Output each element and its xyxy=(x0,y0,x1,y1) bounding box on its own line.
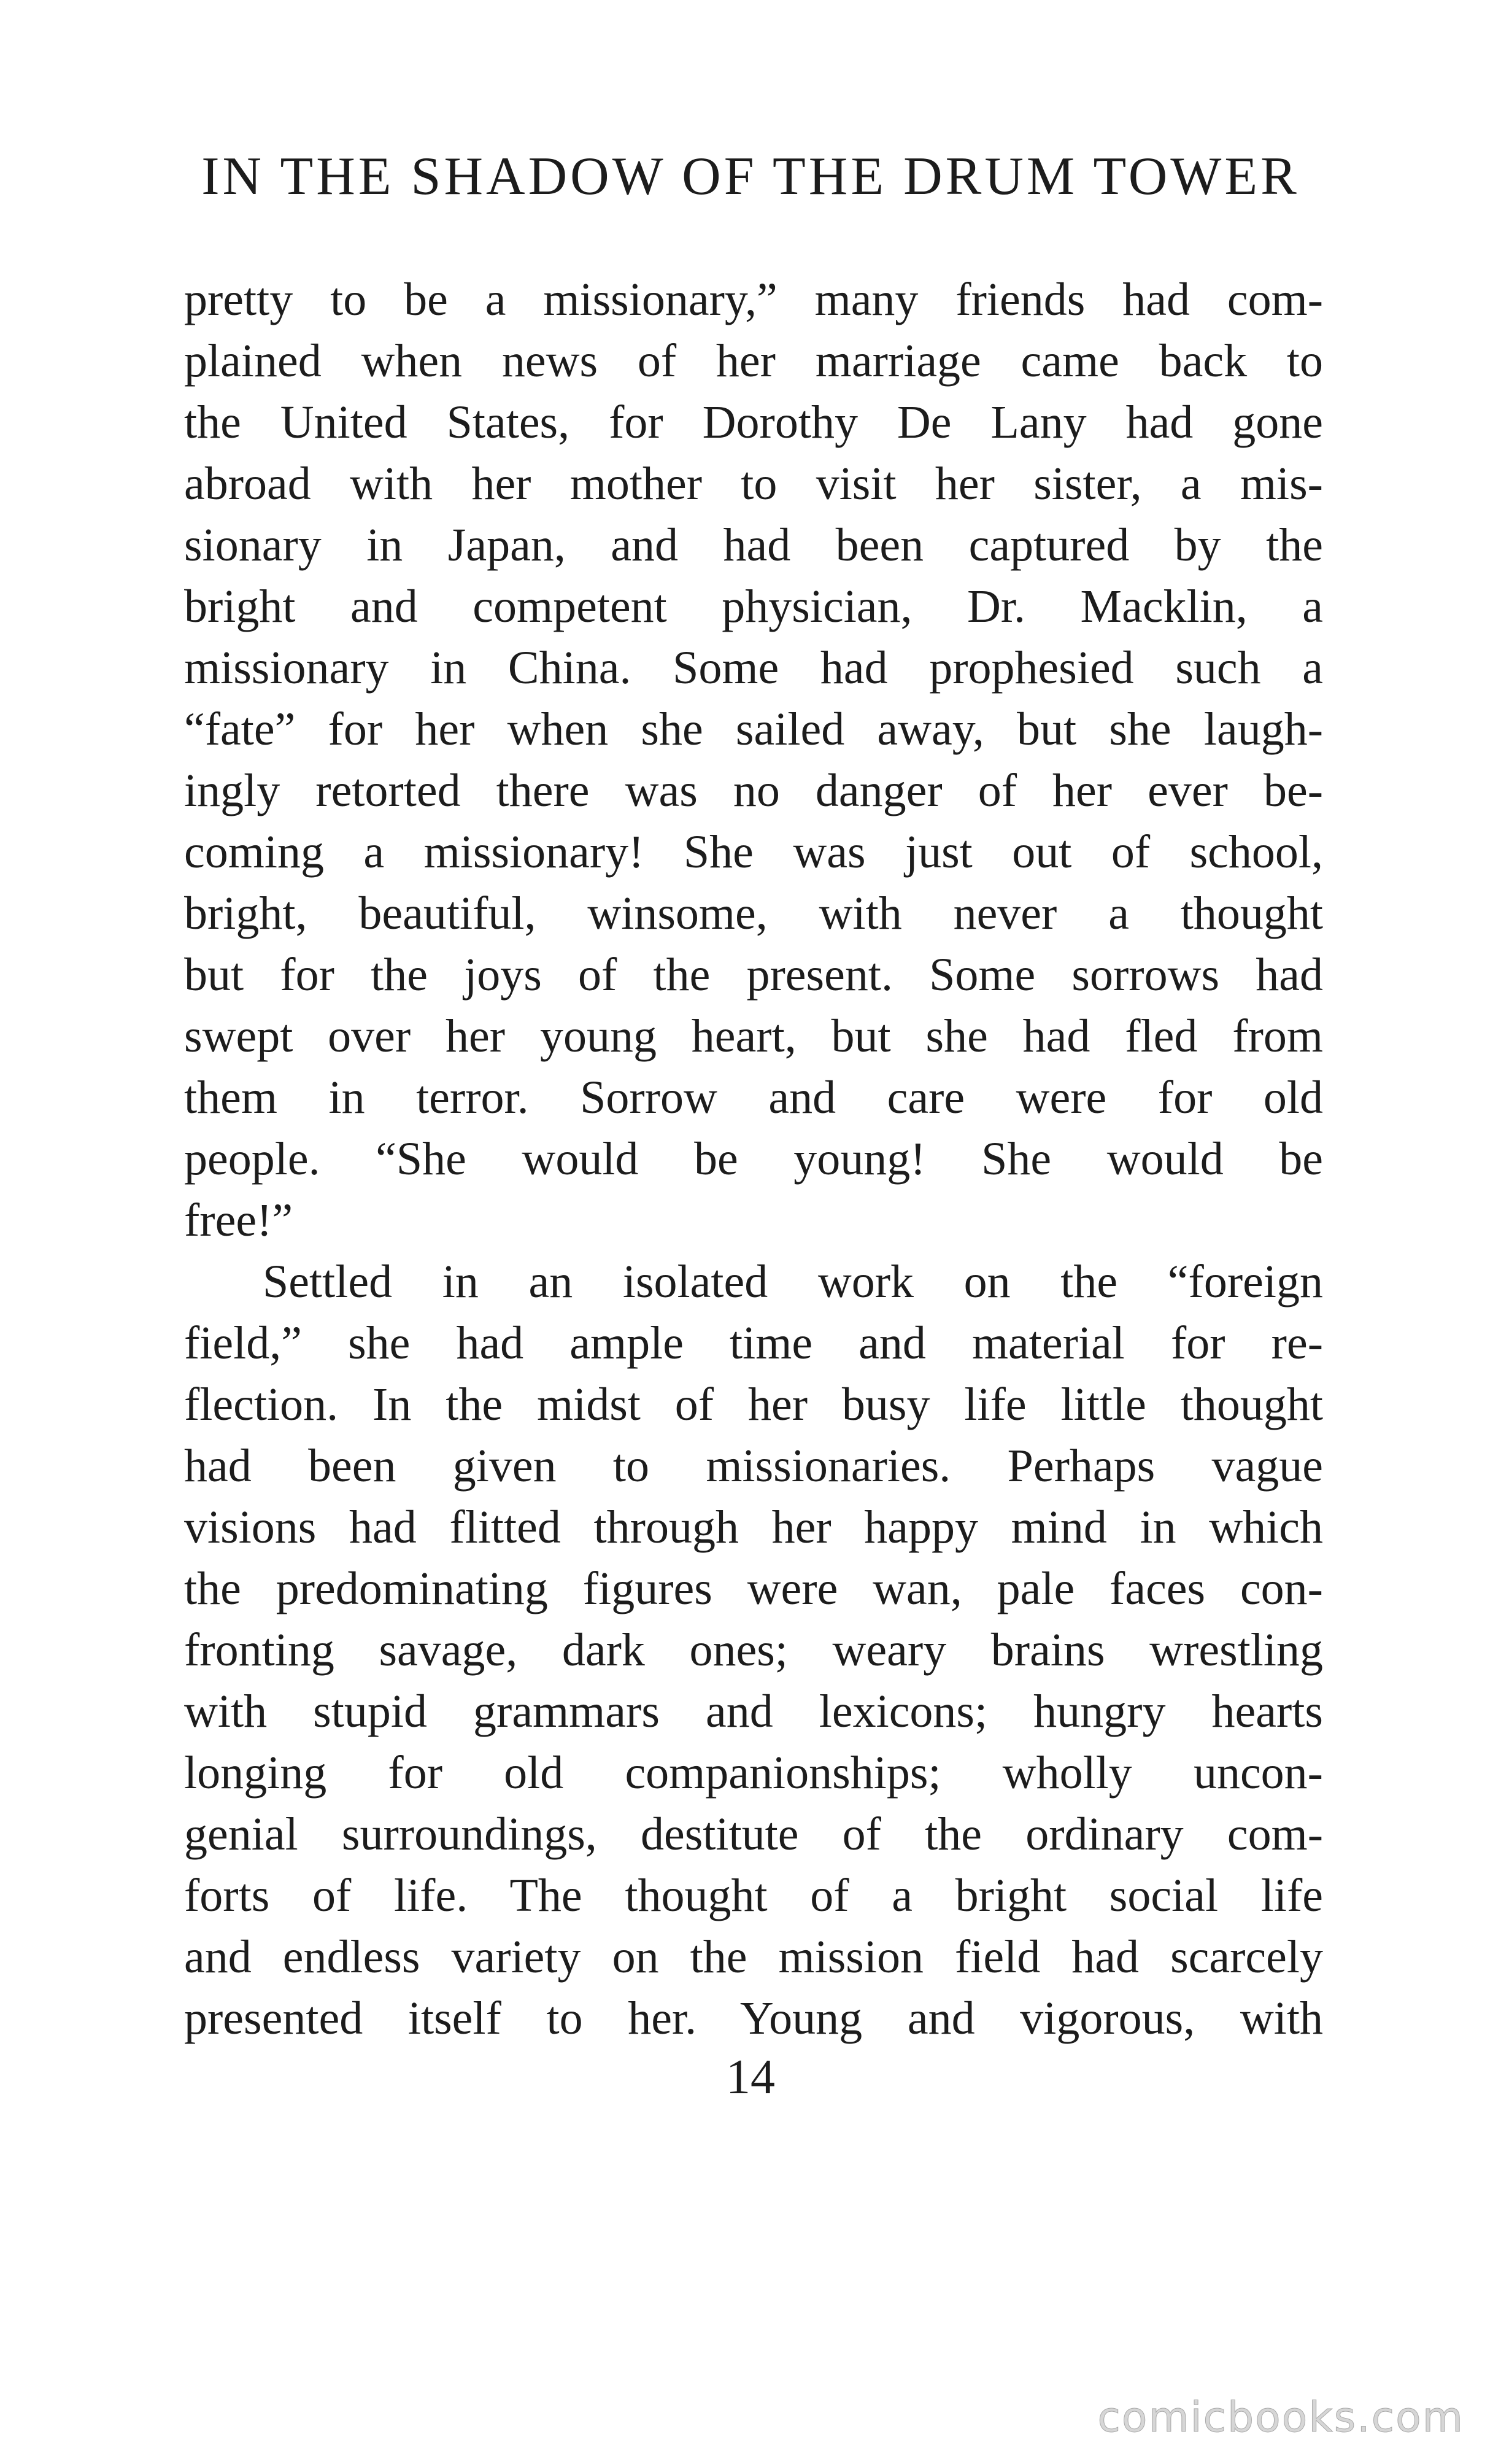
text-line: plained when news of her marriage came back to xyxy=(184,335,1323,387)
text-line: genial surroundings, destitute of the ordinary com- xyxy=(184,1808,1323,1860)
text-line: sionary in Japan, and had been captured by the xyxy=(184,519,1323,571)
text-line: bright and competent physician, Dr. Macklin, a xyxy=(184,581,1323,632)
text-line: abroad with her mother to visit her sister, a mis- xyxy=(184,458,1323,509)
text-line: missionary in China. Some had prophesied such a xyxy=(184,642,1323,694)
text-line: ingly retorted there was no danger of her ever be- xyxy=(184,765,1323,816)
text-line: “fate” for her when she sailed away, but she laugh- xyxy=(184,703,1323,755)
text-line: forts of life. The thought of a bright social life xyxy=(184,1870,1323,1921)
paragraph-end-line: free!” xyxy=(184,1195,293,1246)
text-line: flection. In the midst of her busy life little thought xyxy=(184,1379,1323,1430)
text-line: coming a missionary! She was just out of school, xyxy=(184,826,1323,878)
text-line: visions had flitted through her happy mind in which xyxy=(184,1501,1323,1553)
text-line: longing for old companionships; wholly uncon- xyxy=(184,1747,1323,1799)
body-text xyxy=(184,269,1323,2049)
text-line: pretty to be a missionary,” many friends had com- xyxy=(184,274,1323,325)
running-head: IN THE SHADOW OF THE DRUM TOWER xyxy=(201,147,1300,206)
paragraph-start-line: Settled in an isolated work on the “foreign xyxy=(263,1256,1323,1308)
text-line: had been given to missionaries. Perhaps vague xyxy=(184,1440,1323,1492)
watermark: comicbooks.com xyxy=(1097,2393,1464,2442)
text-line: people. “She would be young! She would be xyxy=(184,1133,1323,1185)
text-line: field,” she had ample time and material for re- xyxy=(184,1317,1323,1369)
text-line: fronting savage, dark ones; weary brains wrestling xyxy=(184,1624,1323,1676)
text-line: the predominating figures were wan, pale faces con- xyxy=(184,1563,1323,1614)
text-line: them in terror. Sorrow and care were for old xyxy=(184,1072,1323,1123)
text-line: presented itself to her. Young and vigorous, with xyxy=(184,1993,1323,2044)
text-line: but for the joys of the present. Some sorrows had xyxy=(184,949,1323,1001)
text-line: the United States, for Dorothy De Lany had gone xyxy=(184,397,1323,448)
text-line: and endless variety on the mission field had scarcely xyxy=(184,1931,1323,1983)
text-line: swept over her young heart, but she had fled from xyxy=(184,1010,1323,1062)
text-line: bright, beautiful, winsome, with never a thought xyxy=(184,888,1323,939)
text-line: with stupid grammars and lexicons; hungry hearts xyxy=(184,1686,1323,1737)
page-number: 14 xyxy=(726,2050,775,2104)
